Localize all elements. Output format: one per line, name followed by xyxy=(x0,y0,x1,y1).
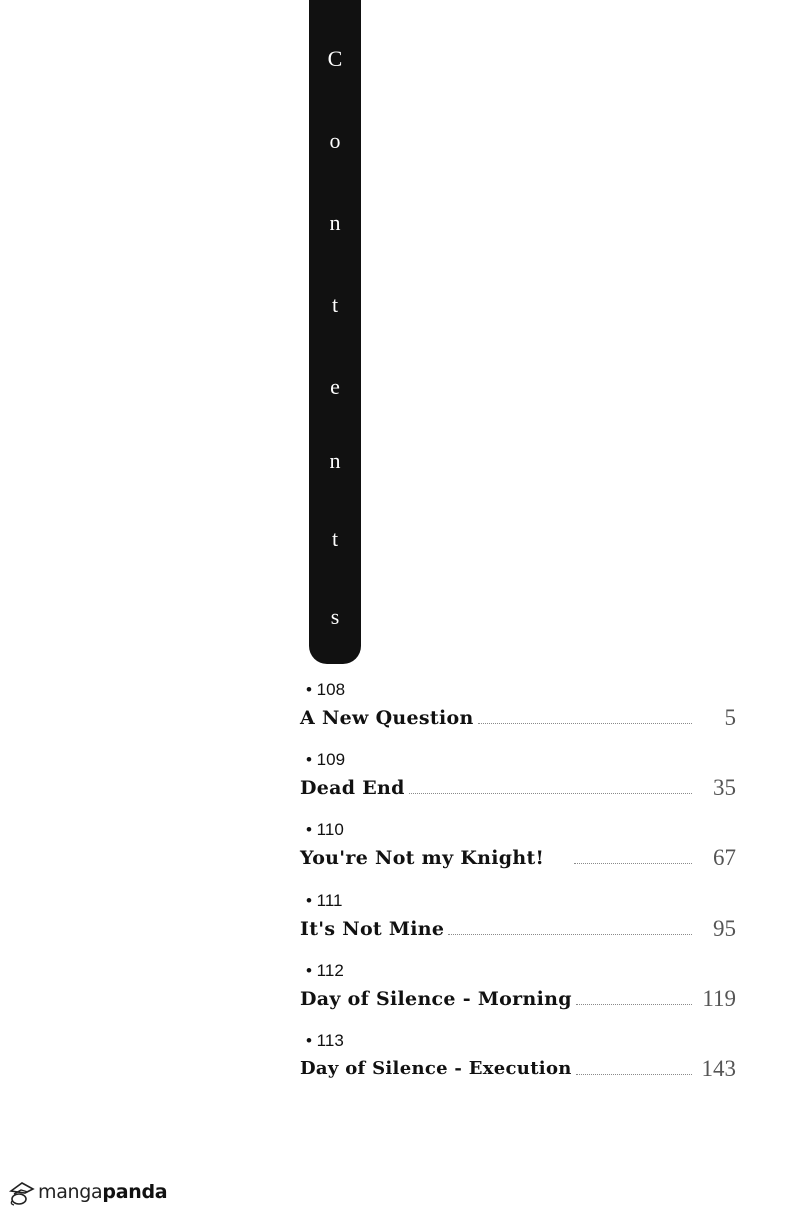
chapter-title: Day of Silence - Morning xyxy=(300,988,572,1010)
toc-line xyxy=(300,702,736,730)
toc-line xyxy=(300,913,736,941)
chapter-number: • 111 xyxy=(306,891,343,910)
title-letter: o xyxy=(329,128,341,153)
mangapanda-watermark xyxy=(8,1172,167,1212)
chapter-title: Day of Silence - Execution xyxy=(300,1058,572,1079)
toc-line xyxy=(300,842,736,870)
dot-leader xyxy=(478,722,692,724)
title-letter: s xyxy=(330,604,340,629)
toc-entry xyxy=(298,1031,738,1091)
title-letter: e xyxy=(330,374,340,399)
title-letter: C xyxy=(327,46,343,71)
toc-line xyxy=(300,983,736,1011)
chapter-title: A New Question xyxy=(300,707,474,729)
page-number: 143 xyxy=(701,1056,736,1081)
dot-leader xyxy=(576,1073,692,1075)
dot-leader xyxy=(574,862,692,864)
chapter-number: • 109 xyxy=(306,750,346,769)
title-letter: t xyxy=(331,526,339,551)
page-number: 67 xyxy=(713,845,736,870)
page-number: 5 xyxy=(724,705,736,730)
page-number: 95 xyxy=(713,916,736,941)
toc-line xyxy=(300,772,736,800)
page-number: 119 xyxy=(702,986,736,1011)
watermark-manga: manga xyxy=(38,1181,103,1203)
mangapanda-logo-icon xyxy=(8,1177,36,1207)
title-letter: n xyxy=(329,210,341,235)
watermark-text xyxy=(38,1181,167,1203)
dot-leader xyxy=(576,1003,692,1005)
toc-entry xyxy=(298,961,738,1021)
toc-entry xyxy=(298,750,738,810)
watermark-panda: panda xyxy=(102,1181,168,1203)
chapter-number: • 112 xyxy=(306,961,344,980)
dot-leader xyxy=(448,933,692,935)
chapter-title: Dead End xyxy=(300,777,405,799)
title-letter: n xyxy=(329,448,341,473)
dot-leader xyxy=(409,792,692,794)
page-number: 35 xyxy=(713,775,736,800)
chapter-number: • 110 xyxy=(306,820,344,839)
toc-entry xyxy=(298,891,738,951)
chapter-number: • 108 xyxy=(306,680,346,699)
chapter-title: It's Not Mine xyxy=(300,918,445,940)
toc-entry xyxy=(298,680,738,740)
contents-title-bar xyxy=(309,0,361,664)
toc-entry xyxy=(298,820,738,880)
chapter-number: • 113 xyxy=(306,1031,344,1050)
toc-line xyxy=(300,1053,736,1081)
chapter-title: You're Not my Knight! xyxy=(300,847,545,869)
title-letter: t xyxy=(331,292,339,317)
